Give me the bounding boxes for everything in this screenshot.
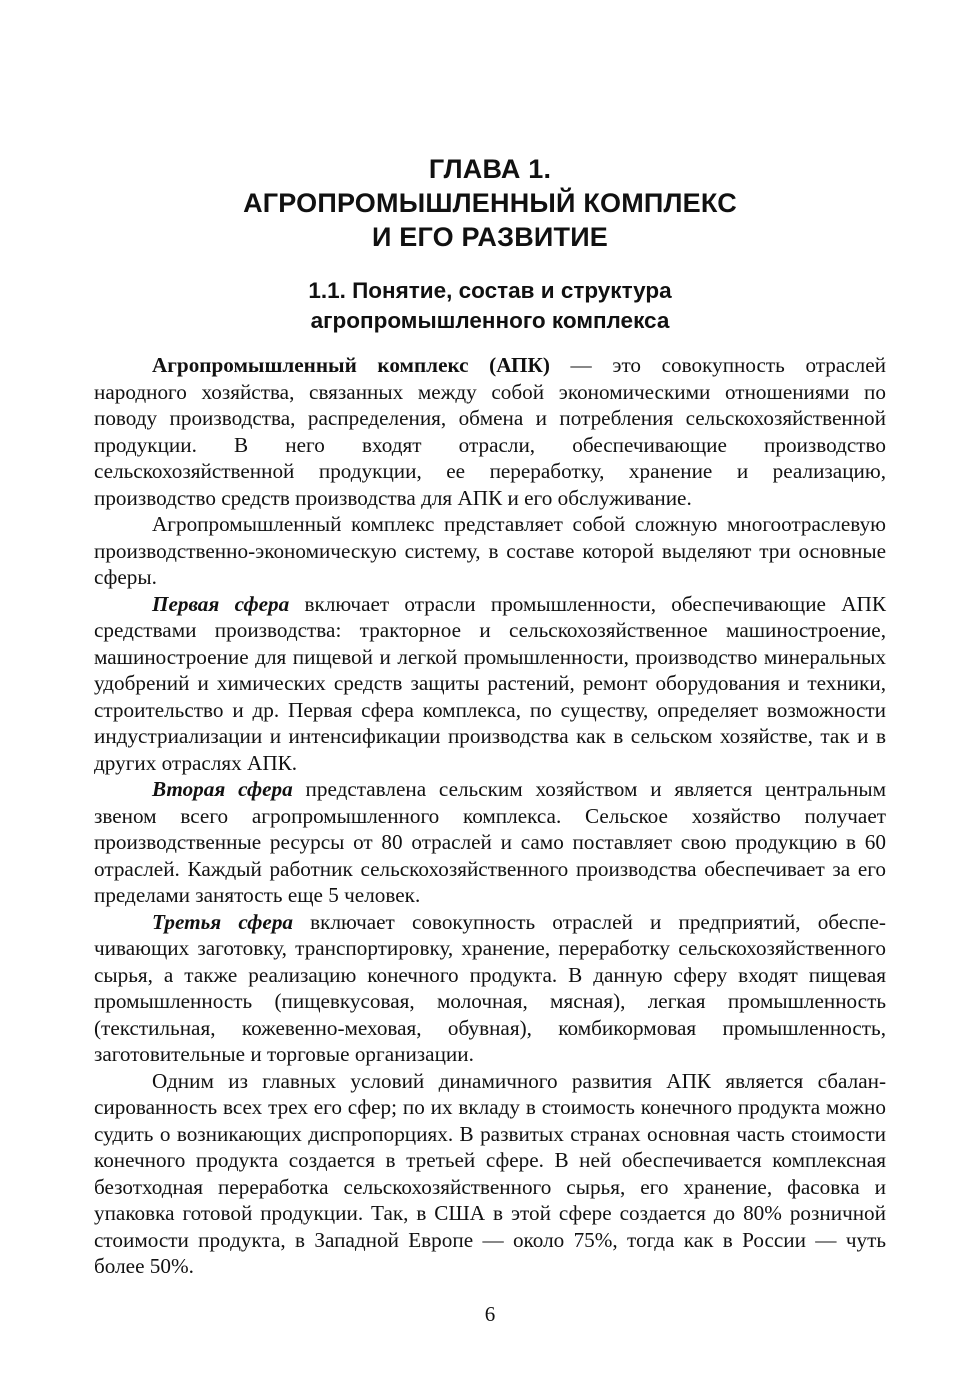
- chapter-title: [94, 152, 886, 254]
- paragraph-text: — это совокупность отраслей народного хозяйства, связанных между собой экономическими отношениями по поводу производства, распределения, обмена и потребления сельскохозяйственной продукции. В него входят отрасли, обеспечивающие производство сельскохозяйственной продукции, ее переработку, хранение и реализацию, производство средств производства для АПК и его обслуживание.: [94, 353, 886, 510]
- page-number: 6: [484, 1302, 496, 1326]
- chapter-title-line-2: АГРОПРОМЫШЛЕННЫЙ КОМПЛЕКС: [243, 188, 737, 218]
- paragraph-third-sphere: [94, 909, 886, 1068]
- chapter-title-line-1: ГЛАВА 1.: [428, 154, 552, 184]
- page-content: [94, 152, 886, 1280]
- paragraph-text: Агропромышленный комплекс представляет собой сложную многоотраслевую производственно-экономическую систему, в составе которой выделяют три основные сферы.: [94, 512, 886, 589]
- term-second-sphere: Вторая сфера: [152, 777, 293, 801]
- paragraph-text: включает совокупность отраслей и предприятий, обеспечивающих заготовку, транспортировку, хранение, переработку сельскохозяйственного сырья, а также реализацию конечного продукта. В данную сферу входят пищевая промышленность (пищевкусовая, молочная, мясная), легкая промышленность (текстильная, кожевенно-меховая, обувная), комбикормовая промышленность, заготовительные и торговые организации.: [94, 909, 886, 1066]
- paragraph-text: представлена сельским хозяйством и является центральным звеном всего агропромышленного комплекса. Сельское хозяйство получает производственные ресурсы от 80 отраслей и само поставляет свою продукцию в 60 отраслей. Каждый работник сельскохозяйственного производства обеспечивает за его пределами занятость еще 5 человек.: [94, 777, 886, 907]
- term-apk: Агропромышленный комплекс (АПК): [152, 353, 550, 377]
- paragraph-second-sphere: [94, 776, 886, 909]
- paragraph-text: Одним из главных условий динамичного развития АПК является сбалансированность всех трех его сфер; по их вкладу в стоимость конечного продукта можно судить о возникающих диспропорциях. В развитых странах основная часть стоимости конечного продукта создается в третьей сфере. В ней обеспечивается комплексная безотходная переработка сельскохозяйственного сырья, его хранение, фасовка и упаковка готовой продукции. Так, в США в этой сфере создается до 80% розничной стоимости продукта, в Западной Европе — около 75%, тогда как в России — чуть более 50%.: [94, 1068, 886, 1278]
- chapter-title-line-3: И ЕГО РАЗВИТИЕ: [371, 222, 609, 252]
- section-title-line-2: агропромышленного комплекса: [310, 308, 670, 333]
- term-first-sphere: Первая сфера: [152, 591, 290, 616]
- paragraph-text: включает отрасли промышленности, обеспечивающие АПК средствами производства: тракторное и сельскохозяйственное машиностроение, машиностроение для пищевой и легкой промышленности, производство минеральных удобрений и химических средств защиты растений, ремонт оборудования и техники, строительство и др. Первая сфера комплекса, по существу, определяет возможности индустриализации и интенсификации производства как в сельском хозяйстве, так и в других отраслях АПК.: [94, 591, 886, 775]
- paragraph-apk-definition: [94, 352, 886, 511]
- paragraph-balance: [94, 1068, 886, 1280]
- term-third-sphere: Третья сфера: [152, 909, 294, 934]
- body-text: [94, 352, 886, 1280]
- paragraph-first-sphere: [94, 591, 886, 777]
- section-title: [94, 276, 886, 336]
- paragraph-three-spheres: [94, 511, 886, 591]
- section-title-line-1: 1.1. Понятие, состав и структура: [308, 278, 672, 303]
